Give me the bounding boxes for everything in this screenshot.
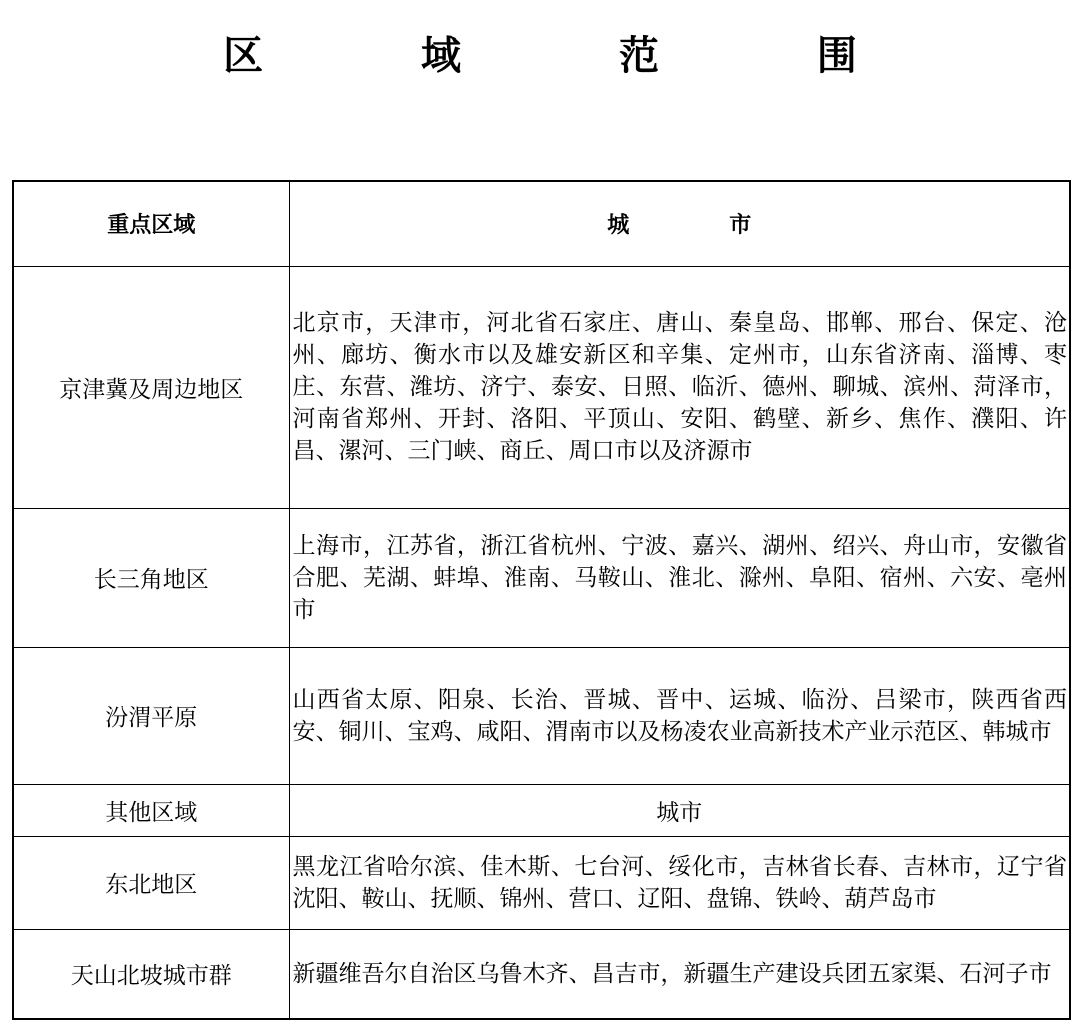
- header-region-label: 重点区域: [107, 213, 196, 239]
- page-title: 区 域 范 围: [223, 33, 929, 79]
- table-row: [13, 836, 1070, 929]
- subheader-region: 其他区域: [13, 784, 289, 836]
- region-table: [12, 180, 1071, 1020]
- region-name: 东北地区: [13, 836, 289, 929]
- city-list: 上海市，江苏省，浙江省杭州、宁波、嘉兴、湖州、绍兴、舟山市，安徽省合肥、芜湖、蚌埠、淮南、马鞍山、淮北、滁州、阜阳、宿州、六安、亳州市: [289, 508, 1070, 647]
- city-list: 新疆维吾尔自治区乌鲁木齐、昌吉市，新疆生产建设兵团五家渠、石河子市: [289, 929, 1070, 1019]
- region-name: 汾渭平原: [13, 647, 289, 784]
- city-list: 北京市，天津市，河北省石家庄、唐山、秦皇岛、邯郸、邢台、保定、沧州、廊坊、衡水市以及雄安新区和辛集、定州市，山东省济南、淄博、枣庄、东营、潍坊、济宁、泰安、日照、临沂、德州、聊城、滨州、菏泽市，河南省郑州、开封、洛阳、平顶山、安阳、鹤壁、新乡、焦作、濮阳、许昌、漯河、三门峡、商丘、周口市以及济源市: [289, 266, 1070, 508]
- city-list: 山西省太原、阳泉、长治、晋城、晋中、运城、临汾、吕梁市，陕西省西安、铜川、宝鸡、咸阳、渭南市以及杨凌农业高新技术产业示范区、韩城市: [289, 647, 1070, 784]
- table-row: [13, 266, 1070, 508]
- city-list: 黑龙江省哈尔滨、佳木斯、七台河、绥化市，吉林省长春、吉林市，辽宁省沈阳、鞍山、抚顺、锦州、营口、辽阳、盘锦、铁岭、葫芦岛市: [289, 836, 1070, 929]
- table-row: [13, 929, 1070, 1019]
- header-cities: [289, 181, 1070, 266]
- subheader-cities: 城市: [289, 784, 1070, 836]
- region-name: 京津冀及周边地区: [13, 266, 289, 508]
- table-row: [13, 647, 1070, 784]
- table-subheader-row: [13, 784, 1070, 836]
- region-name: 长三角地区: [13, 508, 289, 647]
- header-cities-label: 城市: [607, 213, 852, 239]
- region-name: 天山北坡城市群: [13, 929, 289, 1019]
- header-region: [13, 181, 289, 266]
- table-header-row: [13, 181, 1070, 266]
- table-row: [13, 508, 1070, 647]
